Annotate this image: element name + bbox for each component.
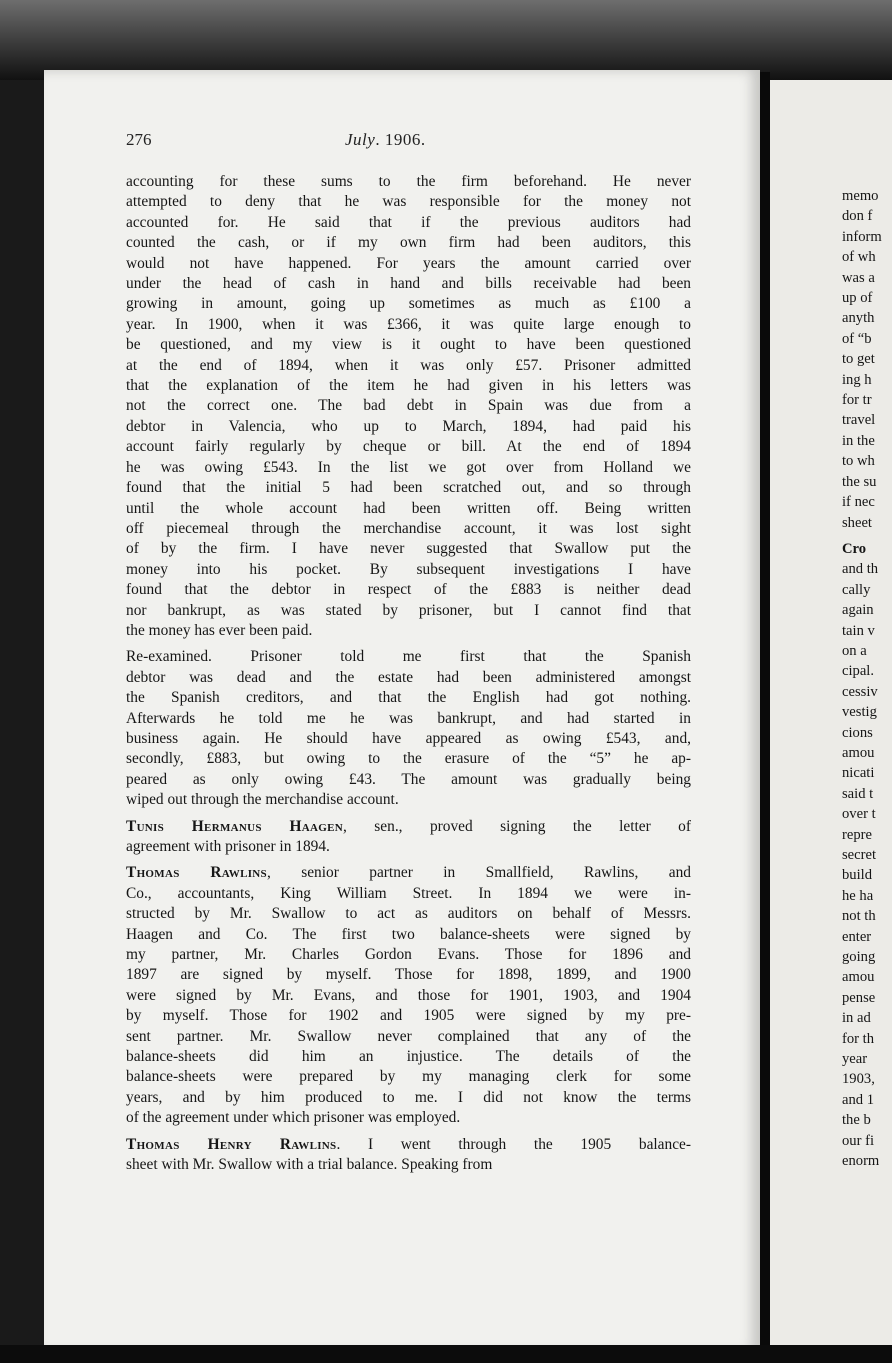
- text-line-content: Re-examined. Prisoner told me first that the Spanish: [126, 648, 691, 666]
- text-line-content: by myself. Those for 1902 and 1905 were signed by my pre-: [126, 1007, 691, 1025]
- right-page-fragment: of wh: [842, 249, 876, 266]
- right-page-fragment: he ha: [842, 887, 874, 904]
- right-page-fragment: the b: [842, 1112, 871, 1129]
- right-page-fragment: and 1: [842, 1091, 875, 1108]
- right-page-fragment: our fi: [842, 1132, 875, 1149]
- right-page-fragment: in ad: [842, 1010, 871, 1027]
- text-line: [126, 986, 691, 1006]
- text-line: [126, 709, 691, 729]
- text-line-content: nor bankrupt, as was stated by prisoner, but I cannot find that: [126, 601, 691, 619]
- text-line-content: Co., accountants, King William Street. In 1894 we were in-: [126, 884, 691, 902]
- right-page-fragment: tain v: [842, 622, 875, 639]
- text-line: [126, 770, 691, 790]
- text-line: [126, 539, 691, 559]
- text-line: [126, 1027, 691, 1047]
- right-page-fragment: of “b: [842, 330, 872, 347]
- text-line-content: , sen., proved signing the letter of: [343, 817, 691, 835]
- text-line: [126, 688, 691, 708]
- right-page-fragment: to wh: [842, 453, 875, 470]
- paragraph-re-examined: [126, 647, 691, 810]
- text-line: [126, 945, 691, 965]
- text-line-content: growing in amount, going up sometimes as much as £100 a: [126, 295, 691, 313]
- right-page-fragment: the su: [842, 473, 877, 490]
- text-line: [126, 213, 691, 233]
- running-head: [345, 130, 426, 154]
- text-line: [126, 254, 691, 274]
- running-head-month: July: [345, 130, 376, 149]
- text-line: [126, 621, 691, 641]
- text-line-content: of the agreement under which prisoner was employed.: [126, 1109, 461, 1127]
- text-line: [126, 437, 691, 457]
- text-line: [126, 1155, 691, 1175]
- right-page-fragment: in the: [842, 432, 875, 449]
- right-page-fragment: cions: [842, 724, 873, 741]
- right-page-fragment: and th: [842, 561, 879, 578]
- right-page-fragment: up of: [842, 290, 873, 307]
- right-page-fragment: amou: [842, 744, 875, 761]
- text-line-content: my partner, Mr. Charles Gordon Evans. Those for 1896 and: [126, 946, 691, 964]
- right-page-fragment: cessiv: [842, 683, 878, 700]
- text-line-content: years, and by him produced to me. I did not know the terms: [126, 1088, 691, 1106]
- text-line-content: agreement with prisoner in 1894.: [126, 838, 330, 855]
- text-line-content: accounted for. He said that if the previous auditors had: [126, 213, 691, 231]
- text-line: [126, 396, 691, 416]
- witness-name: Tunis Hermanus Haagen: [126, 817, 344, 835]
- paragraph-thomas-rawlins: [126, 863, 691, 1128]
- right-page-fragment: to get: [842, 351, 875, 368]
- text-line-content: balance-sheets did him an injustice. The details of the: [126, 1048, 691, 1066]
- text-line: [126, 519, 691, 539]
- text-line-content: peared as only owing £43. The amount was gradually being: [126, 770, 691, 788]
- text-line: [126, 1135, 691, 1155]
- text-line-content: found that the initial 5 had been scratched out, and so through: [126, 479, 691, 497]
- text-line: [126, 729, 691, 749]
- text-line: [126, 356, 691, 376]
- text-line-content: of by the firm. I have never suggested that Swallow put the: [126, 540, 691, 558]
- right-page-fragment: was a: [842, 269, 875, 286]
- text-line: [126, 499, 691, 519]
- text-line: [126, 601, 691, 621]
- text-line-content: would not have happened. For years the amount carried over: [126, 254, 691, 272]
- right-page-fragment: repre: [842, 826, 872, 843]
- text-line-content: secondly, £883, but owing to the erasure of the “5” he ap-: [126, 750, 691, 768]
- text-line-content: not the correct one. The bad debt in Spain was due from a: [126, 397, 691, 415]
- text-line: [126, 749, 691, 769]
- text-line-content: off piecemeal through the merchandise account, it was lost sight: [126, 519, 691, 537]
- right-page-fragment: amou: [842, 969, 875, 986]
- text-line: [126, 315, 691, 335]
- body-text: [126, 172, 691, 1176]
- text-line: [126, 335, 691, 355]
- text-line: [126, 417, 691, 437]
- text-line: [126, 668, 691, 688]
- text-line: [126, 1047, 691, 1067]
- right-page-column-group: [842, 539, 892, 1172]
- text-line-content: were signed by Mr. Evans, and those for 1901, 1903, and 1904: [126, 986, 691, 1004]
- text-line: [126, 172, 691, 192]
- running-head-separator: .: [375, 130, 385, 149]
- text-line-content: Afterwards he told me he was bankrupt, and had started in: [126, 709, 691, 727]
- right-page-fragment: said t: [842, 785, 874, 802]
- top-dark-band: [0, 0, 892, 80]
- text-line-content: balance-sheets were prepared by my managing clerk for some: [126, 1068, 691, 1086]
- text-line: [126, 647, 691, 667]
- right-page-fragment: not th: [842, 908, 876, 925]
- text-line: [126, 1006, 691, 1026]
- right-page-fragment: sheet: [842, 514, 872, 531]
- paragraph-haagen: [126, 817, 691, 858]
- right-page-fragment: memo: [842, 188, 879, 204]
- text-line: [126, 884, 691, 904]
- right-page-fragment: cipal.: [842, 663, 875, 680]
- paragraph-thomas-henry-rawlins: [126, 1135, 691, 1176]
- text-line: [126, 925, 691, 945]
- text-line: [126, 458, 691, 478]
- right-page-fragment: nicati: [842, 765, 875, 782]
- witness-name: Thomas Rawlins: [126, 864, 267, 882]
- text-line: [126, 817, 691, 837]
- text-line: [126, 580, 691, 600]
- right-page-fragment: for tr: [842, 392, 872, 409]
- text-line: [126, 192, 691, 212]
- text-line: [126, 376, 691, 396]
- right-page-fragment: don f: [842, 208, 873, 225]
- right-page-fragment: enorm: [842, 1153, 880, 1170]
- text-line-content: counted the cash, or if my own firm had been auditors, this: [126, 234, 691, 252]
- right-page-fragment: inform: [842, 228, 882, 245]
- text-line: [126, 1088, 691, 1108]
- right-page-column-group: [842, 186, 892, 533]
- text-line: [126, 790, 691, 810]
- text-line: [126, 560, 691, 580]
- right-page-fragment: anyth: [842, 310, 875, 327]
- text-line-content: he was owing £543. In the list we got over from Holland we: [126, 458, 691, 476]
- text-line-content: money into his pocket. By subsequent investigations I have: [126, 560, 691, 578]
- text-line: [126, 837, 691, 857]
- text-line-content: debtor in Valencia, who up to March, 1894, had paid his: [126, 417, 691, 435]
- text-line: [126, 863, 691, 883]
- text-line-content: wiped out through the merchandise account.: [126, 791, 399, 809]
- right-page-fragment: ing h: [842, 371, 872, 388]
- right-page-fragment: year: [842, 1051, 868, 1068]
- text-line: [126, 1108, 691, 1128]
- running-head-year: 1906.: [384, 130, 426, 149]
- right-page-fragment: pense: [842, 989, 876, 1006]
- text-line-content: until the whole account had been written off. Being written: [126, 499, 691, 517]
- text-line-content: under the head of cash in hand and bills receivable had been: [126, 275, 691, 293]
- text-line-content: the money has ever been paid.: [126, 621, 313, 639]
- text-line-content: business again. He should have appeared as owing £543, and,: [126, 729, 691, 747]
- text-line-content: Haagen and Co. The first two balance-sheets were signed by: [126, 925, 691, 943]
- text-line: [126, 294, 691, 314]
- text-line-content: . I went through the 1905 balance-: [336, 1135, 691, 1153]
- text-line-content: be questioned, and my view is it ought to have been questioned: [126, 336, 691, 354]
- text-line-content: , senior partner in Smallfield, Rawlins, and: [266, 864, 691, 882]
- page-number: 276: [126, 130, 152, 149]
- text-line-content: the Spanish creditors, and that the English had got nothing.: [126, 689, 691, 707]
- right-page-fragment: 1903,: [842, 1071, 875, 1088]
- text-line: [126, 274, 691, 294]
- text-line: [126, 478, 691, 498]
- text-line-content: that the explanation of the item he had given in his letters was: [126, 377, 691, 395]
- text-line-content: debtor was dead and the estate had been administered amongst: [126, 668, 691, 686]
- bottom-dark-band: [0, 1345, 892, 1363]
- text-line-content: sheet with Mr. Swallow with a trial balance. Speaking from: [126, 1156, 493, 1174]
- book-gutter: [760, 72, 770, 1352]
- text-line-content: structed by Mr. Swallow to act as auditors on behalf of Messrs.: [126, 905, 691, 923]
- text-line-content: 1897 are signed by myself. Those for 1898, 1899, and 1900: [126, 966, 691, 984]
- right-page-fragment: if nec: [842, 494, 875, 511]
- right-page-fragment: again: [842, 602, 874, 619]
- right-page-fragments: [842, 186, 892, 1172]
- text-line-content: sent partner. Mr. Swallow never complained that any of the: [126, 1027, 691, 1045]
- witness-name: Thomas Henry Rawlins: [126, 1135, 337, 1153]
- right-page-fragment: enter: [842, 928, 872, 945]
- right-page-fragment: secret: [842, 847, 877, 863]
- text-line-content: attempted to deny that he was responsible for the money not: [126, 193, 691, 211]
- text-line-content: accounting for these sums to the firm beforehand. He never: [126, 173, 691, 190]
- right-page-fragment: Cro: [842, 540, 867, 557]
- paragraph-testimony-continued: [126, 172, 691, 641]
- text-line: [126, 965, 691, 985]
- right-page-fragment: cally: [842, 581, 871, 598]
- text-line-content: at the end of 1894, when it was only £57. Prisoner admitted: [126, 356, 691, 374]
- text-line-content: year. In 1900, when it was £366, it was quite large enough to: [126, 315, 691, 333]
- right-page-fragment: on a: [842, 642, 867, 659]
- right-page-fragment: vestig: [842, 704, 877, 721]
- right-page-fragment: for th: [842, 1030, 875, 1047]
- text-line: [126, 233, 691, 253]
- text-line: [126, 904, 691, 924]
- text-line: [126, 1067, 691, 1087]
- right-page-fragment: going: [842, 949, 876, 966]
- right-page-fragment: build: [842, 867, 872, 884]
- text-line-content: found that the debtor in respect of the £883 is neither dead: [126, 581, 691, 599]
- text-line-content: account fairly regularly by cheque or bill. At the end of 1894: [126, 438, 691, 456]
- right-page-fragment: over t: [842, 806, 876, 823]
- right-page-fragment: travel: [842, 412, 876, 429]
